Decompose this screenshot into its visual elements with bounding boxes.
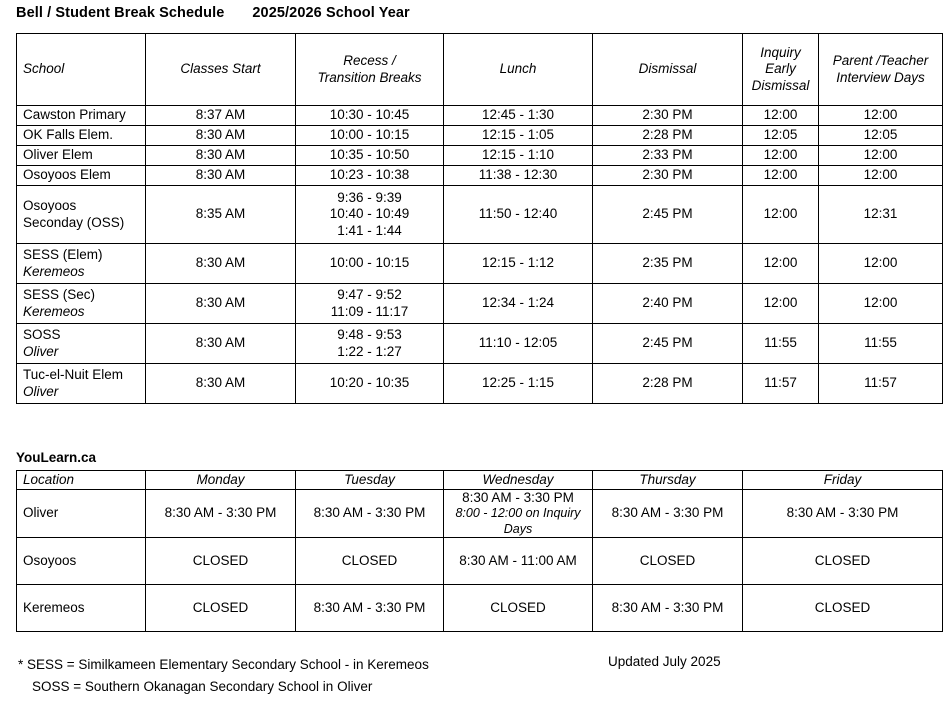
break-time: 1:41 - 1:44 [337,222,402,238]
cell-recess-breaks [296,126,444,146]
break-time: 11:09 - 11:17 [330,303,409,319]
col-header-monday: Monday [146,471,296,490]
cell-dismissal: 2:28 PM [593,126,743,146]
table-row [17,284,943,324]
col-header-dismissal: Dismissal [593,34,743,106]
cell-wednesday [444,537,593,584]
youlearn-section-heading: YouLearn.ca [16,450,97,465]
cell-recess-breaks [296,244,444,284]
cell-inquiry-early-dismissal: 12:00 [743,284,819,324]
col-header-parent-line2: Interview Days [836,69,925,85]
cell-recess-breaks [296,324,444,364]
col-header-recess-line2: Transition Breaks [317,69,422,85]
cell-inquiry-early-dismissal: 12:00 [743,106,819,126]
break-time: 1:22 - 1:27 [337,343,402,359]
cell-monday: CLOSED [146,584,296,631]
cell-lunch: 12:15 - 1:10 [444,146,593,166]
cell-lunch: 12:34 - 1:24 [444,284,593,324]
col-header-tuesday: Tuesday [296,471,444,490]
cell-lunch: 12:25 - 1:15 [444,364,593,404]
footnote-soss: SOSS = Southern Okanagan Secondary School in Oliver [32,678,373,694]
break-time: 10:00 - 10:15 [329,127,410,143]
wednesday-inquiry-note: 8:00 - 12:00 on Inquiry Days [455,506,581,536]
cell-parent-teacher: 12:00 [819,244,943,284]
wednesday-hours: CLOSED [490,599,546,615]
school-location: Oliver [23,383,59,399]
cell-recess-breaks [296,166,444,186]
cell-friday: CLOSED [743,537,943,584]
cell-inquiry-early-dismissal: 12:00 [743,186,819,244]
col-header-parent-line1: Parent /Teacher [832,53,929,69]
break-time: 10:35 - 10:50 [329,147,410,163]
table-row [17,106,943,126]
wednesday-hours: 8:30 AM - 11:00 AM [459,552,577,568]
col-header-lunch: Lunch [444,34,593,106]
cell-friday: 8:30 AM - 3:30 PM [743,490,943,538]
table-row [17,146,943,166]
cell-recess-breaks [296,186,444,244]
cell-recess-breaks [296,364,444,404]
footnotes [18,654,429,698]
cell-inquiry-early-dismissal: 12:00 [743,166,819,186]
cell-inquiry-early-dismissal: 11:57 [743,364,819,404]
page-title: Bell / Student Break Schedule [16,5,225,21]
school-name: Cawston Primary [23,107,126,123]
cell-monday: 8:30 AM - 3:30 PM [146,490,296,538]
youlearn-table-header-row [17,471,943,490]
cell-dismissal: 2:30 PM [593,166,743,186]
cell-school [17,284,146,324]
cell-lunch: 12:15 - 1:05 [444,126,593,146]
school-location: Oliver [23,343,59,359]
cell-tuesday: 8:30 AM - 3:30 PM [296,490,444,538]
col-header-thursday: Thursday [593,471,743,490]
col-header-classes-start: Classes Start [146,34,296,106]
table-row [17,324,943,364]
cell-classes-start: 8:30 AM [146,324,296,364]
school-location: Keremeos [23,303,85,319]
school-name: SESS (Sec) [23,287,96,303]
break-time: 10:40 - 10:49 [329,206,410,222]
cell-recess-breaks [296,284,444,324]
cell-location: Oliver [17,490,146,538]
cell-inquiry-early-dismissal: 11:55 [743,324,819,364]
cell-school [17,324,146,364]
cell-parent-teacher: 11:57 [819,364,943,404]
table-row [17,364,943,404]
cell-lunch: 12:45 - 1:30 [444,106,593,126]
col-header-recess-line1: Recess / [343,53,396,69]
updated-label: Updated July 2025 [608,654,721,669]
cell-parent-teacher: 12:05 [819,126,943,146]
cell-lunch: 11:38 - 12:30 [444,166,593,186]
cell-dismissal: 2:28 PM [593,364,743,404]
break-time: 9:48 - 9:53 [337,327,402,343]
school-name: SOSS [23,327,61,343]
school-name: SESS (Elem) [23,247,103,263]
cell-classes-start: 8:30 AM [146,146,296,166]
cell-classes-start: 8:35 AM [146,186,296,244]
cell-classes-start: 8:30 AM [146,364,296,404]
footnote-sess: * SESS = Similkameen Elementary Secondary School - in Keremeos [18,657,429,672]
bell-schedule-table [16,33,943,404]
cell-recess-breaks [296,106,444,126]
cell-thursday: CLOSED [593,537,743,584]
cell-school [17,146,146,166]
col-header-school: School [17,34,146,106]
cell-wednesday [444,490,593,538]
cell-parent-teacher: 11:55 [819,324,943,364]
cell-classes-start: 8:30 AM [146,126,296,146]
col-header-inquiry-line1: Inquiry [760,44,801,60]
break-time: 10:00 - 10:15 [329,255,410,271]
table-row [17,126,943,146]
cell-wednesday [444,584,593,631]
school-name: Oliver Elem [23,147,93,163]
table-row [17,584,943,631]
col-header-wednesday: Wednesday [444,471,593,490]
col-header-inquiry-line3: Dismissal [751,77,810,93]
table-row [17,166,943,186]
cell-dismissal: 2:35 PM [593,244,743,284]
cell-parent-teacher: 12:00 [819,284,943,324]
bell-table-body [17,106,943,404]
table-row [17,186,943,244]
cell-school [17,244,146,284]
cell-friday: CLOSED [743,584,943,631]
cell-classes-start: 8:30 AM [146,244,296,284]
cell-lunch: 12:15 - 1:12 [444,244,593,284]
school-name-line2: Seconday (OSS) [23,214,125,230]
cell-recess-breaks [296,146,444,166]
col-header-friday: Friday [743,471,943,490]
col-header-recess [296,34,444,106]
cell-school [17,186,146,244]
table-row [17,244,943,284]
cell-monday: CLOSED [146,537,296,584]
cell-location: Keremeos [17,584,146,631]
cell-parent-teacher: 12:00 [819,166,943,186]
cell-inquiry-early-dismissal: 12:00 [743,244,819,284]
cell-dismissal: 2:33 PM [593,146,743,166]
school-name-line1: Osoyoos [23,198,77,214]
cell-thursday: 8:30 AM - 3:30 PM [593,490,743,538]
break-time: 9:36 - 9:39 [337,189,402,205]
break-time: 10:20 - 10:35 [329,375,410,391]
cell-school [17,166,146,186]
cell-parent-teacher: 12:31 [819,186,943,244]
cell-lunch: 11:50 - 12:40 [444,186,593,244]
cell-tuesday: CLOSED [296,537,444,584]
table-row [17,537,943,584]
cell-thursday: 8:30 AM - 3:30 PM [593,584,743,631]
break-time: 10:30 - 10:45 [329,107,410,123]
col-header-inquiry-line2: Early [765,61,796,77]
break-time: 9:47 - 9:52 [337,287,402,303]
cell-parent-teacher: 12:00 [819,146,943,166]
cell-inquiry-early-dismissal: 12:00 [743,146,819,166]
bell-table-header-row [17,34,943,106]
break-time: 10:23 - 10:38 [329,167,410,183]
cell-school [17,106,146,126]
school-name: Osoyoos Elem [23,167,111,183]
cell-classes-start: 8:30 AM [146,166,296,186]
cell-classes-start: 8:37 AM [146,106,296,126]
school-name: Tuc-el-Nuit Elem [23,367,124,383]
page-title-row [16,5,410,21]
cell-parent-teacher: 12:00 [819,106,943,126]
table-row [17,490,943,538]
col-header-parent-teacher [819,34,943,106]
cell-lunch: 11:10 - 12:05 [444,324,593,364]
cell-school [17,126,146,146]
cell-location: Osoyoos [17,537,146,584]
cell-inquiry-early-dismissal: 12:05 [743,126,819,146]
cell-classes-start: 8:30 AM [146,284,296,324]
cell-school [17,364,146,404]
cell-dismissal: 2:45 PM [593,186,743,244]
col-header-location: Location [17,471,146,490]
cell-dismissal: 2:40 PM [593,284,743,324]
cell-tuesday: 8:30 AM - 3:30 PM [296,584,444,631]
school-location: Keremeos [23,263,85,279]
col-header-inquiry-early-dismissal [743,34,819,106]
cell-dismissal: 2:30 PM [593,106,743,126]
wednesday-hours: 8:30 AM - 3:30 PM [462,490,574,505]
youlearn-table-body [17,490,943,632]
youlearn-schedule-table [16,470,943,632]
school-name: OK Falls Elem. [23,127,114,143]
school-year-label: 2025/2026 School Year [252,5,410,21]
cell-dismissal: 2:45 PM [593,324,743,364]
